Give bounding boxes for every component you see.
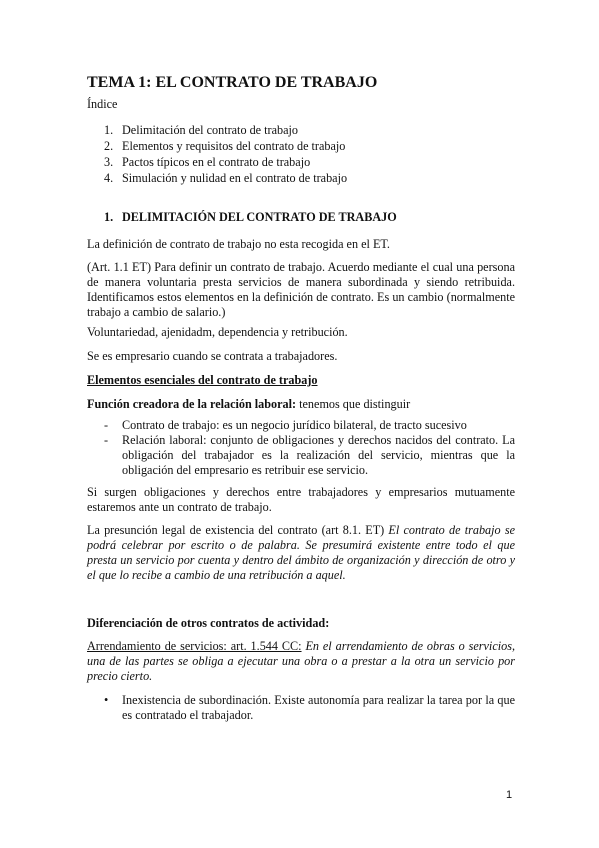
presuncion-text: La presunción legal de existencia del contrato (art 8.1. ET) (87, 523, 389, 537)
paragraph: Si surgen obligaciones y derechos entre trabajadores y empresarios mutuamente estaremos ante un contrato de trabajo. (87, 485, 515, 514)
paragraph: Voluntariedad, ajenidadm, dependencia y retribución. (87, 325, 348, 339)
section-heading (104, 210, 397, 225)
funcion-bold-lead: Función creadora de la relación laboral: (87, 397, 297, 411)
arrendamiento-reference: Arrendamiento de servicios: art. 1.544 CC: (87, 639, 302, 653)
paragraph-arrendamiento (87, 639, 515, 684)
bullet-icon: • (104, 693, 109, 707)
bullet-list (104, 693, 515, 723)
table-of-contents (104, 122, 347, 186)
paragraph: Se es empresario cuando se contrata a trabajadores. (87, 349, 338, 363)
paragraph: (Art. 1.1 ET) Para definir un contrato de trabajo. Acuerdo mediante el cual una persona de manera voluntaria presta servicios de manera subordinada y siendo retribuida. Identificamos estos elementos en la definición de contrato. Es un cambio (normalmente trabajo a cambio de salario.) (87, 260, 515, 319)
list-item: - Contrato de trabajo: es un negocio jurídico bilateral, de tracto sucesivo (104, 418, 467, 432)
section-number: 1. (104, 210, 114, 224)
presuncion-quote: El contrato de trabajo se podrá celebrar por escrito o de palabra. Se presumirá existente entre todo el que presta un servicio por cuenta y dentro del ámbito de organización y dirección de otro y el que lo recibe a cambio de una retribución a aquel. (87, 523, 515, 582)
paragraph: La definición de contrato de trabajo no esta recogida en el ET. (87, 237, 390, 251)
funcion-rest: tenemos que distinguir (296, 397, 411, 411)
dash-list (104, 418, 515, 478)
subheading-diferenciacion: Diferenciación de otros contratos de actividad: (87, 616, 330, 630)
list-item: • Inexistencia de subordinación. Existe autonomía para realizar la tarea por la que es contratado el trabajador. (104, 693, 515, 722)
page-number: 1 (506, 789, 513, 801)
subheading-elementos: Elementos esenciales del contrato de trabajo (87, 373, 318, 387)
arrendamiento-quote: En el arrendamiento de obras o servicios, una de las partes se obliga a ejecutar una obra o a prestar a la otra un servicio por precio cierto. (87, 639, 515, 683)
document-title: TEMA 1: EL CONTRATO DE TRABAJO (87, 74, 378, 91)
section-title: DELIMITACIÓN DEL CONTRATO DE TRABAJO (122, 210, 397, 224)
list-item: - Relación laboral: conjunto de obligaciones y derechos nacidos del contrato. La obligación del trabajador es la realización del servicio, mientras que la obligación del empresario es retribuir ese servicio. (104, 433, 515, 477)
toc-item: 4. Simulación y nulidad en el contrato de trabajo (104, 171, 348, 185)
toc-item: 3. Pactos típicos en el contrato de trabajo (104, 155, 311, 169)
toc-item: 2. Elementos y requisitos del contrato de trabajo (104, 139, 346, 153)
paragraph-presuncion (87, 523, 515, 583)
paragraph-funcion (87, 397, 515, 412)
index-label: Índice (87, 97, 118, 111)
toc-item: 1. Delimitación del contrato de trabajo (104, 123, 298, 137)
